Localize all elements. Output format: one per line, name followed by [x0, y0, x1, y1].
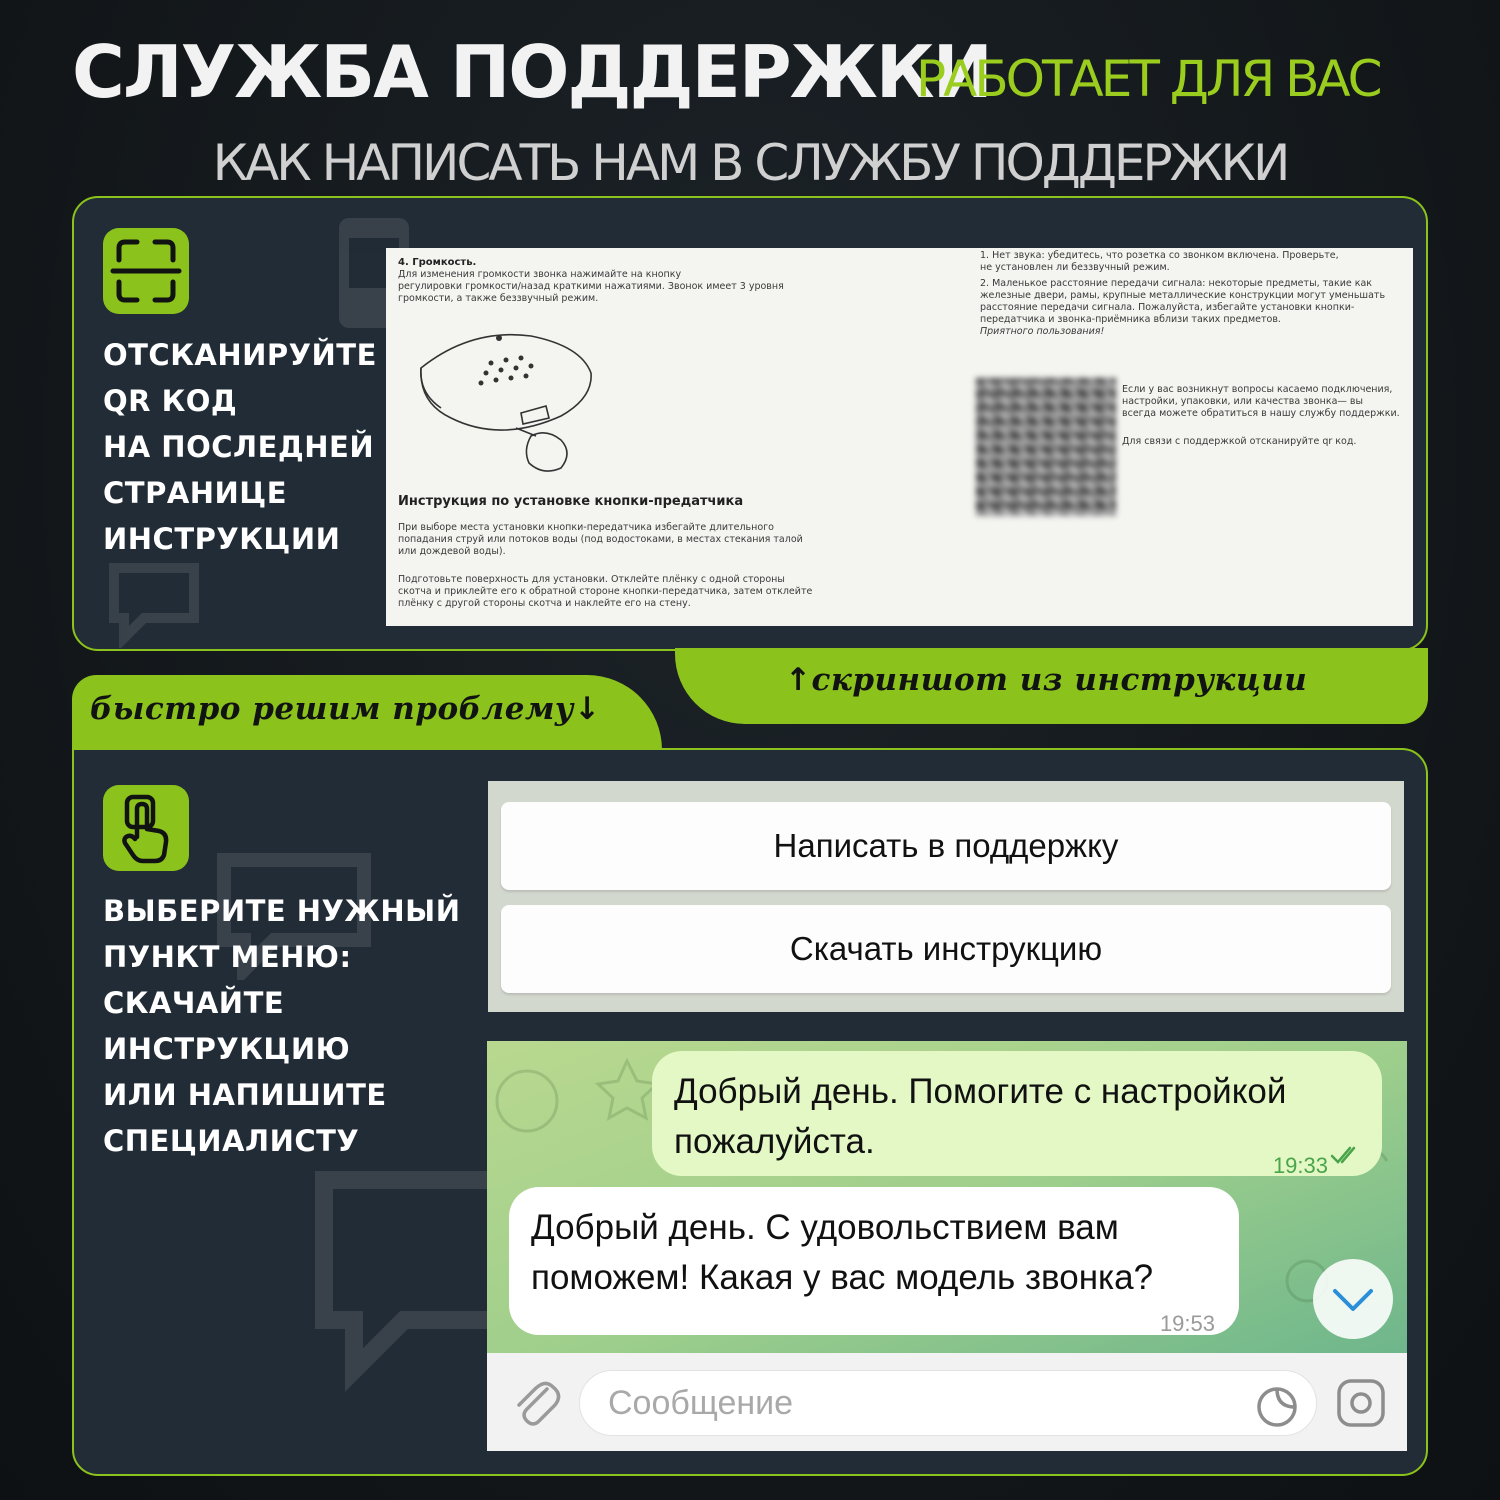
troubleshooting-text: железные двери, рамы, крупные металлические конструкции могут уменьшать [980, 290, 1386, 301]
step-1-line: СТРАНИЦЕ [103, 476, 288, 510]
double-check-icon [1330, 1145, 1362, 1165]
step-1-line: НА ПОСЛЕДНЕЙ [103, 430, 375, 464]
doorbell-drawing [411, 318, 601, 478]
sticker-icon[interactable] [1255, 1385, 1299, 1429]
blurred-qr-code [976, 378, 1116, 516]
install-text: При выборе места установки кнопки-передатчика избегайте длительного [398, 522, 774, 533]
chat-watermark-icon [104, 558, 224, 648]
support-qr-text: Для связи с поддержкой отсканируйте qr код. [1122, 436, 1357, 447]
tap-finger-icon [103, 785, 189, 871]
quick-solve-caption [90, 691, 600, 727]
page-title-accent: РАБОТАЕТ ДЛЯ ВАС [916, 50, 1380, 108]
support-text: Если у вас возникнут вопросы касаемо подключения, [1122, 384, 1393, 395]
volume-heading: 4. Громкость. [398, 257, 477, 268]
chevron-down-icon [1313, 1259, 1393, 1339]
attach-paperclip-icon[interactable] [509, 1375, 563, 1429]
outgoing-message-line: пожалуйста. [674, 1122, 875, 1161]
troubleshooting-text: 2. Маленькое расстояние передачи сигнала: некоторые предметы, такие как [980, 278, 1373, 289]
quick-solve-tab [72, 675, 662, 750]
step-2-line: ИНСТРУКЦИЮ [103, 1032, 351, 1066]
step-1-line: QR КОД [103, 384, 238, 418]
install-text: плёнку с другой стороны скотча и наклейте его на стену. [398, 598, 691, 609]
troubleshooting-text: передатчика и звонка-приёмника вблизи таких предметов. [980, 314, 1281, 325]
step-1-text [103, 332, 377, 562]
instruction-scan-image [386, 248, 1413, 626]
incoming-message-line: поможем! Какая у вас модель звонка? [531, 1258, 1154, 1297]
install-text: скотча и приклейте его к обратной стороне кнопки-передатчика, затем отклейте [398, 586, 813, 597]
install-heading: Инструкция по установке кнопки-предатчика [398, 494, 744, 509]
screenshot-caption [785, 662, 1307, 698]
outgoing-message-line: Добрый день. Помогите с настройкой [674, 1072, 1287, 1111]
write-support-button[interactable]: Написать в поддержку [501, 802, 1391, 890]
closing-text: Приятного пользования! [980, 326, 1105, 337]
troubleshooting-text: расстояние передачи сигнала. Пожалуйста, избегайте установки кнопки- [980, 302, 1355, 313]
quick-solve-label: быстро решим проблему [90, 691, 574, 727]
step-1-line: ИНСТРУКЦИИ [103, 522, 341, 556]
step-2-line: СПЕЦИАЛИСТУ [103, 1124, 360, 1158]
step-2-line: ПУНКТ МЕНЮ: [103, 940, 352, 974]
troubleshooting-text: не установлен ли беззвучный режим. [980, 262, 1170, 273]
message-input[interactable]: Сообщение [579, 1370, 1317, 1436]
step-2-line: СКАЧАЙТЕ [103, 986, 285, 1020]
screenshot-caption-label: скриншот из инструкции [811, 662, 1308, 698]
troubleshooting-text: 1. Нет звука: убедитесь, что розетка со звонком включена. Проверьте, [980, 250, 1339, 261]
step-2-line: ВЫБЕРИТЕ НУЖНЫЙ [103, 894, 461, 928]
volume-text: регулировки громкости/назад краткими нажатиями. Звонок имеет 3 уровня [398, 281, 784, 292]
step-2-line: ИЛИ НАПИШИТЕ [103, 1078, 387, 1112]
install-text: попадания струй или потоков воды (под водостоками, в местах стекания талой [398, 534, 803, 545]
volume-text: Для изменения громкости звонка нажимайте на кнопку [398, 269, 682, 280]
chat-watermark-icon [314, 1170, 514, 1400]
download-manual-button[interactable]: Скачать инструкцию [501, 905, 1391, 993]
incoming-message[interactable] [509, 1187, 1239, 1335]
video-message-icon[interactable] [1335, 1377, 1387, 1429]
incoming-message-line: Добрый день. С удовольствием вам [531, 1208, 1119, 1247]
arrow-up-icon: ↑ [785, 662, 812, 698]
message-composer [487, 1353, 1407, 1451]
support-text: всегда можете обратиться в нашу службу поддержки. [1122, 408, 1400, 419]
outgoing-message[interactable] [652, 1051, 1382, 1176]
page-title: СЛУЖБА ПОДДЕРЖКИ [72, 30, 991, 114]
install-text: или дождевой воды). [398, 546, 506, 557]
support-text: настройки, упаковки, или качества звонка— вы [1122, 396, 1364, 407]
step-2-text [103, 888, 461, 1164]
bot-menu-screenshot [488, 781, 1404, 1012]
screenshot-caption-tab [675, 648, 1428, 724]
volume-text: громкости, а также беззвучный режим. [398, 293, 599, 304]
incoming-message-time: 19:53 [1159, 1311, 1215, 1336]
page-subtitle: КАК НАПИСАТЬ НАМ В СЛУЖБУ ПОДДЕРЖКИ [212, 134, 1288, 192]
outgoing-message-time: 19:33 [1272, 1153, 1328, 1178]
install-text: Подготовьте поверхность для установки. Отклейте плёнку с одной стороны [398, 574, 785, 585]
arrow-down-icon: ↓ [573, 691, 601, 727]
qr-scan-icon [103, 228, 189, 314]
chat-screenshot [487, 1041, 1407, 1451]
scroll-down-button[interactable] [1313, 1259, 1393, 1339]
step-1-line: ОТСКАНИРУЙТЕ [103, 338, 377, 372]
